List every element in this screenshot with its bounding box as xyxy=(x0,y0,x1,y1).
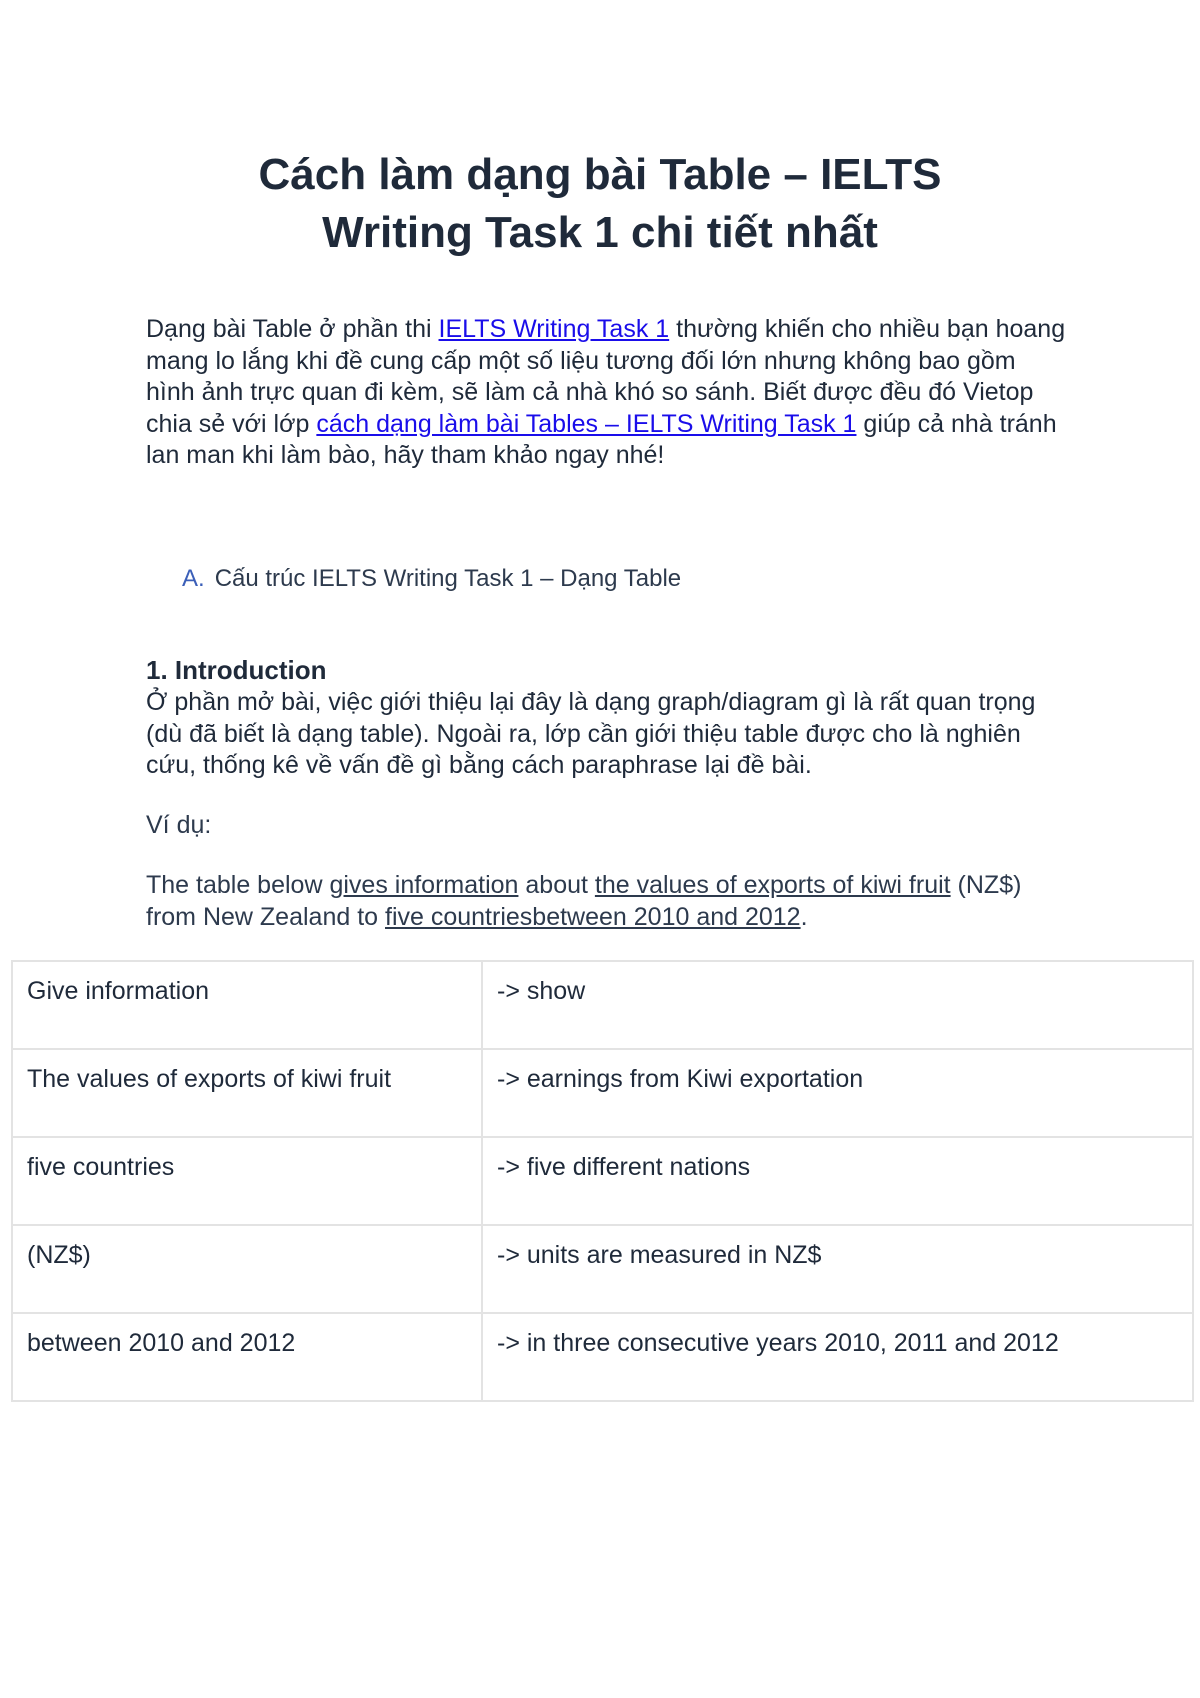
table-row xyxy=(12,1313,1193,1401)
section-a-heading xyxy=(182,564,681,594)
example-underline-2: the values of exports of kiwi fruit xyxy=(594,871,951,899)
example-text-1: The table below xyxy=(146,871,330,899)
intro-text-1: Dạng bài Table ở phần thi xyxy=(146,315,439,343)
example-text-2: about xyxy=(518,871,595,899)
table-row xyxy=(12,1225,1193,1313)
paraphrase-table xyxy=(11,960,1194,1402)
title-line-1: Cách làm dạng bài Table – IELTS xyxy=(258,150,942,199)
example-text-4: . xyxy=(800,902,808,931)
intro-paragraph xyxy=(146,314,1066,472)
original-phrase-cell: Give information xyxy=(12,961,482,1049)
title-line-2: Writing Task 1 chi tiết nhất xyxy=(322,208,878,257)
example-text-3: (NZ$) from New Zealand to xyxy=(146,871,1022,931)
original-phrase-cell: (NZ$) xyxy=(12,1225,482,1313)
introduction-body: Ở phần mở bài, việc giới thiệu lại đây là dạng graph/diagram gì là rất quan trọng (dù đã biết là dạng table). Ngoài ra, lớp cần giới thiệu table được cho là nghiên cứu, thống kê về vấn đề gì bằng cách paraphrase lại đề bài. xyxy=(146,688,1036,779)
table-row xyxy=(12,961,1193,1049)
intro-text-3: giúp cả nhà tránh lan man khi làm bào, hãy tham khảo ngay nhé! xyxy=(146,409,1057,469)
example-label: Ví dụ: xyxy=(146,811,212,839)
paraphrase-cell: -> units are measured in NZ$ xyxy=(482,1225,1193,1313)
original-phrase-cell: The values of exports of kiwi fruit xyxy=(12,1049,482,1137)
section-a-text: Cấu trúc IELTS Writing Task 1 – Dạng Table xyxy=(214,565,682,592)
page-title xyxy=(150,146,1050,262)
introduction-heading: 1. Introduction xyxy=(146,655,327,685)
example-sentence xyxy=(146,870,1066,933)
intro-text-2: thường khiến cho nhiều bạn hoang mang lo lắng khi đề cung cấp một số liệu tương đối lớn nhưng không bao gồm hình ảnh trực quan đi kèm, sẽ làm cả nhà khó so sánh. Biết được đều đó Vietop chia sẻ với lớp xyxy=(146,315,1066,438)
original-phrase-cell: between 2010 and 2012 xyxy=(12,1313,482,1401)
paraphrase-cell: -> in three consecutive years 2010, 2011 and 2012 xyxy=(482,1313,1193,1401)
example-underline-3: five countriesbetween 2010 and 2012 xyxy=(385,902,801,931)
section-a-marker: A. xyxy=(182,565,205,592)
ielts-writing-task-1-link[interactable]: IELTS Writing Task 1 xyxy=(438,315,670,343)
paraphrase-cell: -> five different nations xyxy=(482,1137,1193,1225)
paraphrase-cell: -> show xyxy=(482,961,1193,1049)
paraphrase-cell: -> earnings from Kiwi exportation xyxy=(482,1049,1193,1137)
table-row xyxy=(12,1049,1193,1137)
example-underline-1: gives information xyxy=(329,871,519,899)
table-row xyxy=(12,1137,1193,1225)
original-phrase-cell: five countries xyxy=(12,1137,482,1225)
tables-guide-link[interactable]: cách dạng làm bài Tables – IELTS Writing Task 1 xyxy=(316,409,857,438)
